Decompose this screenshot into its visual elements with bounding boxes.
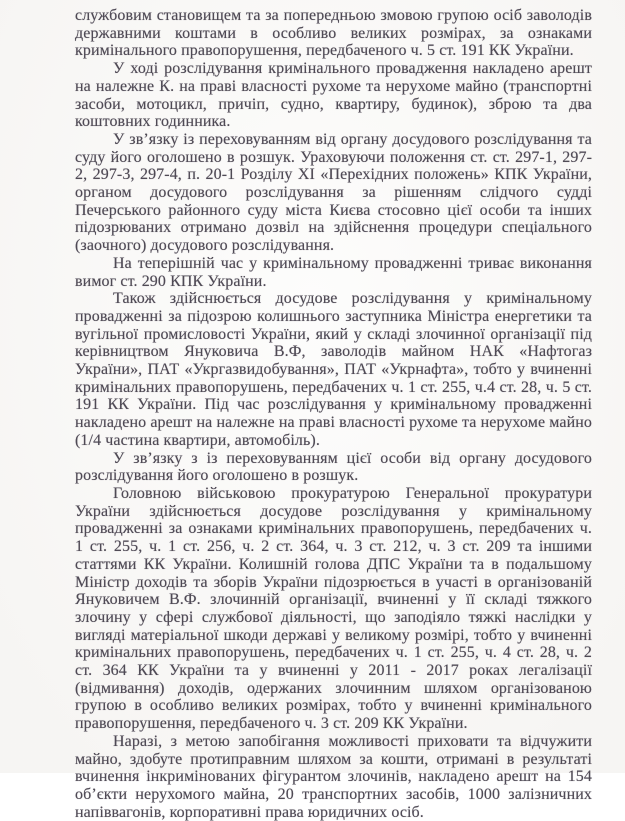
paragraph: Також здійснюється досудове розслідування у кримінальному провадженні за підозрою колишнього заступника Міністра енергетики та вугільної промисловості України, який у складі злочинної організації під керівництвом Януковича В.Ф, заволодів майном НАК «Нафтогаз України», ПАТ «Укргазвидобування», ПАТ «Укрнафта», тобто у вчиненні кримінальних правопорушень, передбачених ч. 1 ст. 255, ч.4 ст. 28, ч. 5 ст. 191 КК України. Під час розслідування у кримінальному провадженні накладено арешт на належне на праві власності рухоме та нерухоме майно (1/4 частина квартири, автомобіль). <box>75 290 592 449</box>
paragraph: На теперішній час у кримінальному провадженні триває виконання вимог ст. 290 КПК України. <box>75 254 592 290</box>
paragraph: У зв’язку з із переховуванням цієї особи від органу досудового розслідування його оголошено в розшук. <box>75 449 592 485</box>
paragraph: службовим становищем та за попередньою змовою групою осіб заволодів державними коштами в особливо великих розмірах, за ознаками кримінального правопорушення, передбаченого ч. 5 ст. 191 КК України. <box>75 7 592 60</box>
paragraph: У зв’язку із переховуванням від органу досудового розслідування та суду його оголошено в розшук. Ураховуючи положення ст. ст. 297-1, 297-2, 297-3, 297-4, п. 20-1 Розділу XI «Перехідних положень» КПК України, органом досудового розслідування за рішенням слідчого судді Печерського районного суду міста Києва стосовно цієї особи та інших підозрюваних отримано дозвіл на здійснення процедури спеціального (заочного) досудового розслідування. <box>75 130 592 255</box>
document-text-block <box>75 7 592 821</box>
paragraph: У ході розслідування кримінального провадження накладено арешт на належне К. на праві власності рухоме та нерухоме майно (транспортні засоби, мотоцикл, причіп, судно, квартиру, будинок), зброю та два коштовних годинника. <box>75 60 592 131</box>
paragraph: Головною військовою прокуратурою Генеральної прокуратури України здійснюється досудове розслідування у кримінальному провадженні за ознаками кримінальних правопорушень, передбачених ч. 1 ст. 255, ч. 1 ст. 256, ч. 2 ст. 364, ч. 3 ст. 212, ч. 3 ст. 209 та іншими статтями КК України. Колишній голова ДПС України та в подальшому Міністр доходів та зборів України підозрюється в участі в організованій Януковичем В.Ф. злочинній організації, вчиненні у її складі тяжкого злочину у сфері службової діяльності, що заподіяло тяжкі наслідки у вигляді матеріальної шкоди державі у великому розмірі, тобто у вчиненні кримінальних правопорушень, передбачених ч. 1 ст. 255, ч. 4 ст. 28, ч. 2 ст. 364 КК України та у вчиненні у 2011 - 2017 роках легалізації (відмивання) доходів, одержаних злочинним шляхом організованою групою в особливо великих розмірах, тобто у вчиненні кримінального правопорушення, передбаченого ч. 3 ст. 209 КК України. <box>75 484 592 733</box>
paragraph: Наразі, з метою запобігання можливості приховати та відчужити майно, здобуте протиправним шляхом за кошти, отримані в результаті вчинення інкримінованих фігурантом злочинів, накладено арешт на 154 об’єкти нерухомого майна, 20 транспортних засобів, 1000 залізничних напіввагонів, корпоративні права юридичних осіб. <box>75 732 592 821</box>
